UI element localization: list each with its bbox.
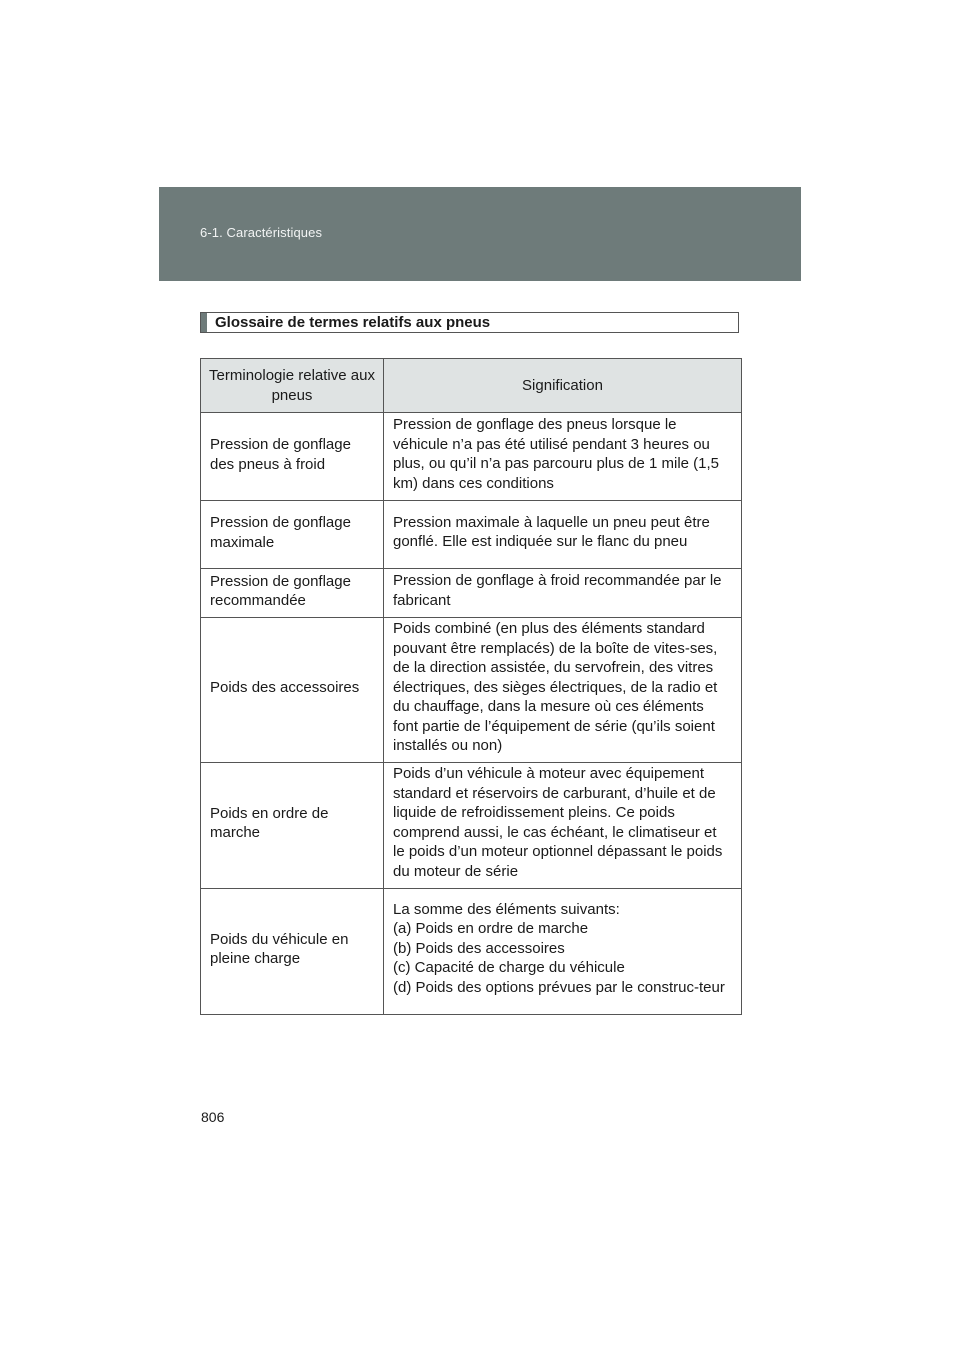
header-band	[159, 187, 801, 281]
section-title	[200, 312, 739, 333]
term-cell: Pression de gonflage des pneus à froid	[201, 413, 384, 501]
meaning-cell: Poids d’un véhicule à moteur avec équipement standard et réservoirs de carburant, d’huile et de liquide de refroidissement pleins. Ce poids comprend aussi, le cas échéant, le climatiseur et le poids d’un moteur optionnel dépassant le poids du moteur de série	[384, 762, 742, 888]
meaning-cell: Pression de gonflage à froid recommandée par le fabricant	[384, 569, 742, 618]
term-cell: Poids des accessoires	[201, 618, 384, 763]
table-header-row	[201, 359, 742, 413]
table-row	[201, 888, 742, 1014]
meaning-cell: Poids combiné (en plus des éléments standard pouvant être remplacés) de la boîte de vites-ses, de la direction assistée, du servofrein, des vitres électriques, des sièges électriques, de la radio et du chauffage, dans la mesure où ces éléments font partie de l’équipement de série (qu’ils soient installés ou non)	[384, 618, 742, 763]
table-row	[201, 569, 742, 618]
table-row	[201, 501, 742, 569]
term-cell: Poids du véhicule en pleine charge	[201, 888, 384, 1014]
column-header-meaning: Signification	[384, 359, 742, 413]
meaning-cell: Pression de gonflage des pneus lorsque le véhicule n’a pas été utilisé pendant 3 heures ou plus, ou qu’il n’a pas parcouru plus de 1 mile (1,5 km) dans ces conditions	[384, 413, 742, 501]
meaning-cell: La somme des éléments suivants: (a) Poids en ordre de marche (b) Poids des accessoires (c) Capacité de charge du véhicule (d) Poids des options prévues par le construc-teur	[384, 888, 742, 1014]
meaning-cell: Pression maximale à laquelle un pneu peut être gonflé. Elle est indiquée sur le flanc du pneu	[384, 501, 742, 569]
term-cell: Pression de gonflage recommandée	[201, 569, 384, 618]
table-row	[201, 413, 742, 501]
breadcrumb: 6-1. Caractéristiques	[200, 225, 323, 240]
term-cell: Poids en ordre de marche	[201, 762, 384, 888]
section-title-label: Glossaire de termes relatifs aux pneus	[215, 314, 491, 331]
table-row	[201, 618, 742, 763]
column-header-term: Terminologie relative aux pneus	[201, 359, 384, 413]
table-row	[201, 762, 742, 888]
term-cell: Pression de gonflage maximale	[201, 501, 384, 569]
glossary-table	[200, 358, 742, 1015]
section-title-marker	[201, 313, 207, 332]
page-number: 806	[201, 1109, 225, 1125]
